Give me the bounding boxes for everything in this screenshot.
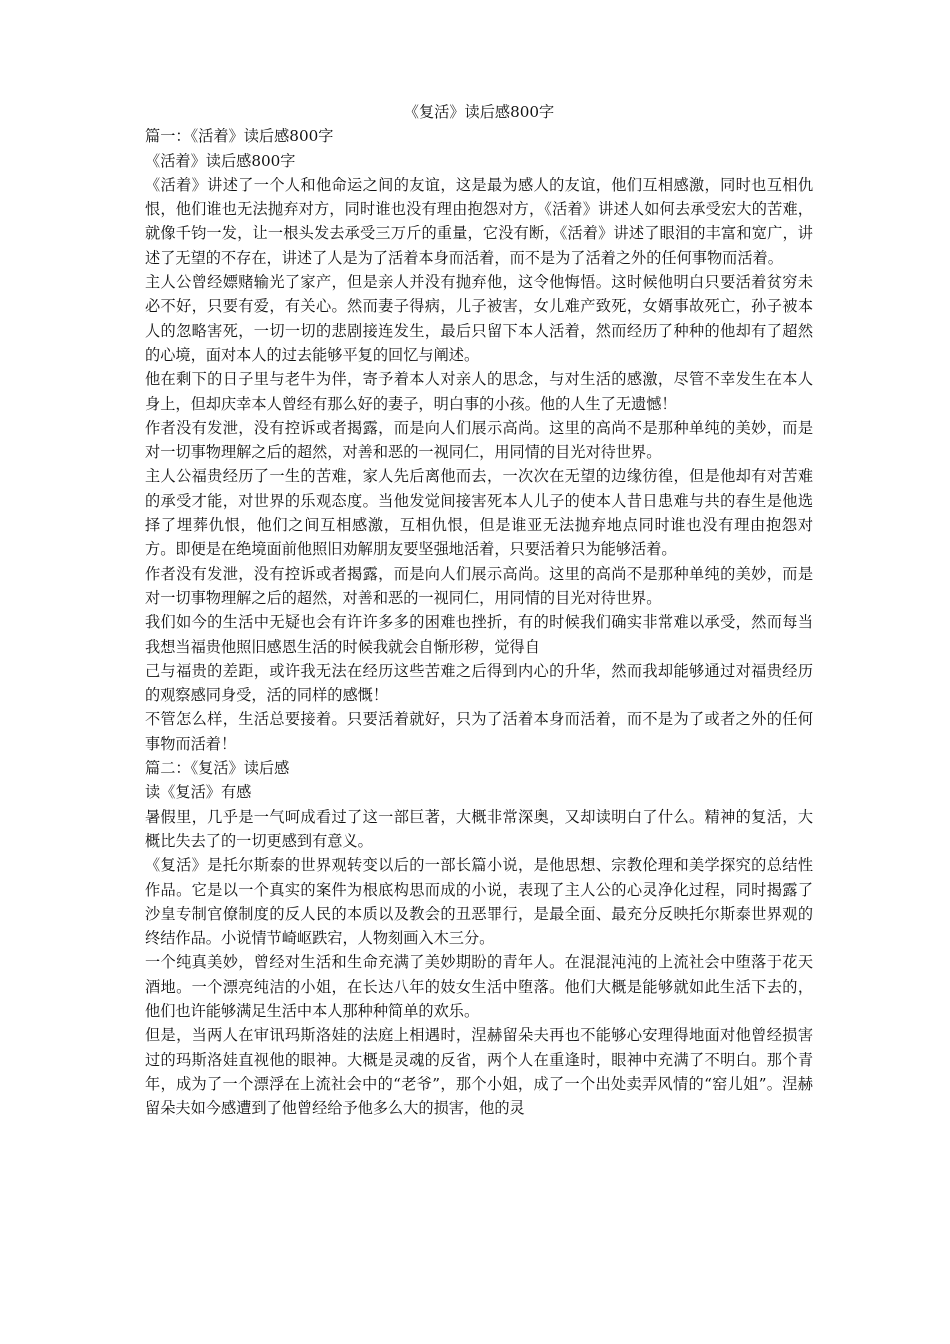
document-body <box>145 100 813 1120</box>
paragraph: 《活着》读后感800字 <box>145 151 296 170</box>
paragraph: 作者没有发泄，没有控诉或者揭露，而是向人们展示高尚。这里的高尚不是那种单纯的美妙，而是对一切事物理解之后的超然，对善和恶的一视同仁，用同情的目光对待世界。 <box>145 564 813 607</box>
paragraph: 不管怎么样，生活总要接着。只要活着就好，只为了活着本身而活着，而不是为了或者之外的任何事物而活着！ <box>145 710 813 753</box>
paragraph: 《复活》是托尔斯泰的世界观转变以后的一部长篇小说，是他思想、宗教伦理和美学探究的总结性作品。它是以一个真实的案件为根底构思而成的小说，表现了主人公的心灵净化过程，同时揭露了沙皇专制官僚制度的反人民的本质以及教会的丑恶罪行，是最全面、最充分反映托尔斯泰世界观的终结作品。小说情节崎岖跌宕，人物刻画入木三分。 <box>145 856 813 948</box>
section-heading: 篇二：《复活》读后感 <box>145 759 290 778</box>
paragraph: 己与福贵的差距，或许我无法在经历这些苦难之后得到内心的升华，然而我却能够通过对福贵经历的观察感同身受，活的同样的感慨！ <box>145 661 813 705</box>
paragraph: 他在剩下的日子里与老牛为伴，寄予着本人对亲人的思念，与对生活的感激，尽管不幸发生在本人身上，但却庆幸本人曾经有那么好的妻子，明白事的小孩。他的人生了无遗憾！ <box>145 370 813 413</box>
paragraph: 读《复活》有感 <box>145 783 252 802</box>
paragraph: 篇一：《活着》读后感800字 <box>145 127 334 146</box>
paragraph: 作者没有发泄，没有控诉或者揭露，而是向人们展示高尚。这里的高尚不是那种单纯的美妙，而是对一切事物理解之后的超然，对善和恶的一视同仁，用同情的目光对待世界。 <box>145 418 813 462</box>
paragraph: 但是，当两人在审讯玛斯洛娃的法庭上相遇时，涅赫留朵夫再也不能够心安理得地面对他曾经损害过的玛斯洛娃直视他的眼神。大概是灵魂的反省，两个人在重逢时，眼神中充满了不明白。那个青年，成为了一个漂浮在上流社会中的“老爷”，那个小姐，成了一个出处卖弄风情的“窑儿姐”。涅赫留朵夫如今感遭到了他曾经给予他多么大的损害，他的灵 <box>145 1026 813 1118</box>
paragraph: 一个纯真美妙，曾经对生活和生命充满了美妙期盼的青年人。在混混沌沌的上流社会中堕落于花天酒地。一个漂亮纯洁的小姐，在长达八年的妓女生活中堕落。他们大概是能够就如此生活下去的，他们也许能够满足生活中本人那种种简单的欢乐。 <box>145 953 813 1020</box>
document-title: 《复活》读后感800字 <box>403 103 555 121</box>
paragraph: 《活着》讲述了一个人和他命运之间的友谊，这是最为感人的友谊，他们互相感激，同时也互相仇恨，他们谁也无法抛弃对方，同时谁也没有理由抱怨对方，《活着》讲述人如何去承受宏大的苦难，就像千钧一发，让一根头发去承受三万斤的重量，它没有断，《活着》讲述了眼泪的丰富和宽广，讲述了无望的不存在，讲述了人是为了活着本身而活着，而不是为了活着之外的任何事物而活着。 <box>145 175 813 267</box>
paragraph: 主人公曾经嫖赌输光了家产，但是亲人并没有抛弃他，这令他悔悟。这时候他明白只要活着贫穷未必不好，只要有爱，有关心。然而妻子得病，儿子被害，女儿难产致死，女婿事故死亡，孙子被本人的忽略害死，一切一切的悲剧接连发生，最后只留下本人活着，然而经历了种种的他却有了超然的心境，面对本人的过去能够平复的回忆与阐述。 <box>145 273 813 364</box>
paragraph: 主人公福贵经历了一生的苦难，家人先后离他而去，一次次在无望的边缘彷徨，但是他却有对苦难的承受才能，对世界的乐观态度。当他发觉间接害死本人儿子的使本人昔日患难与共的春生是他选择了埋葬仇恨，他们之间互相感激，互相仇恨，但是谁亚无法抛弃地点同时谁也没有理由抱怨对方。即便是在绝境面前他照旧劝解朋友要坚强地活着，只要活着只为能够活着。 <box>145 467 813 559</box>
paragraph: 我们如今的生活中无疑也会有许许多多的困难也挫折，有的时候我们确实非常难以承受，然而每当我想当福贵他照旧感恩生活的时候我就会自惭形秽，觉得自 <box>145 613 813 656</box>
paragraph: 暑假里，几乎是一气呵成看过了这一部巨著，大概非常深奥，又却读明白了什么。精神的复活，大概比失去了的一切更感到有意义。 <box>145 807 813 850</box>
